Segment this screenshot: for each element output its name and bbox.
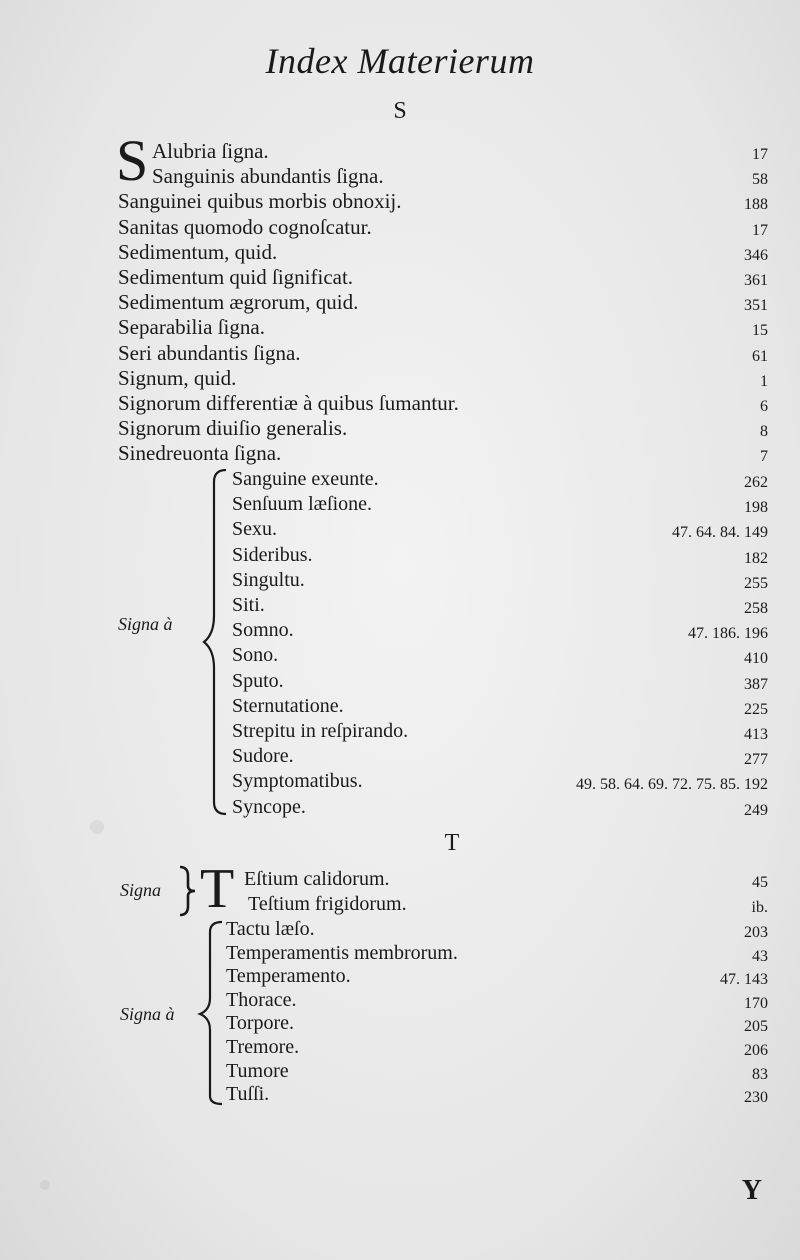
entry-page-number: 47. 64. 84. 149 xyxy=(672,524,768,542)
index-entry xyxy=(118,440,768,466)
index-entry xyxy=(118,188,768,214)
index-sub-entry xyxy=(226,1034,768,1060)
index-sub-entry xyxy=(232,693,768,719)
entry-page-number: 198 xyxy=(744,499,768,517)
entry-page-number: 83 xyxy=(752,1065,768,1083)
entry-term: Thorace. xyxy=(226,988,297,1011)
entry-page-number: 387 xyxy=(744,675,768,693)
entry-page-number: 15 xyxy=(752,322,768,340)
ink-spot xyxy=(40,1180,50,1190)
t-group-label: Signa à xyxy=(120,1004,175,1024)
index-sub-entry xyxy=(226,1058,768,1084)
entry-term: Sono. xyxy=(232,644,279,667)
index-sub-entry xyxy=(226,963,768,989)
index-entry xyxy=(118,239,768,265)
entry-term: Sexu. xyxy=(232,518,277,541)
entry-term: Tumore xyxy=(226,1059,289,1082)
entry-page-number: 6 xyxy=(760,398,768,415)
index-entry xyxy=(118,214,768,240)
catchword: Y xyxy=(741,1175,762,1206)
index-sub-entry xyxy=(232,668,768,694)
entry-term: Sideribus. xyxy=(232,543,313,566)
index-sub-entry xyxy=(232,516,768,542)
entry-page-number: 361 xyxy=(744,272,768,289)
entry-term: Signum, quid. xyxy=(118,365,237,390)
entry-term: Seri abundantis ſigna. xyxy=(118,340,301,365)
entry-term: Sanguine exeunte. xyxy=(232,468,379,490)
entry-term: Sanitas quomodo cognoſcatur. xyxy=(118,214,372,239)
index-sub-entry xyxy=(232,491,768,517)
index-sub-entry xyxy=(232,617,768,643)
entry-page-number: 47. 143 xyxy=(720,971,768,989)
brace-t-group xyxy=(196,918,226,1108)
entry-term: Somno. xyxy=(232,619,294,642)
section-letter-t: T xyxy=(444,830,460,856)
entry-term: Signorum differentiæ à quibus ſumantur. xyxy=(118,391,459,415)
entry-term: Torpore. xyxy=(226,1012,295,1035)
index-sub-entry xyxy=(226,1081,768,1107)
entry-term: Alubria ſigna. xyxy=(152,139,269,163)
entry-term: Tremore. xyxy=(226,1036,300,1058)
index-sub-entry xyxy=(232,542,768,568)
entry-page-number: 47. 186. 196 xyxy=(688,625,768,643)
entry-page-number: 346 xyxy=(744,246,768,264)
brace-s-group xyxy=(200,466,230,818)
entry-term: Sanguinis abundantis ſigna. xyxy=(152,164,384,189)
index-sub-entry xyxy=(226,987,768,1013)
index-entry xyxy=(118,163,768,189)
entry-term: Senſuum læſione. xyxy=(232,493,372,516)
entry-page-number: 188 xyxy=(744,196,768,214)
entry-term: Syncope. xyxy=(232,795,306,818)
entry-page-number: 1 xyxy=(760,372,768,390)
index-entry xyxy=(118,365,768,391)
index-sub-entry xyxy=(232,466,768,492)
entry-page-number: 7 xyxy=(760,448,768,466)
entry-page-number: 230 xyxy=(744,1089,768,1107)
index-sub-entry xyxy=(232,718,768,744)
index-entry xyxy=(118,138,768,164)
entry-term: Sudore. xyxy=(232,745,294,768)
entry-page-number: 170 xyxy=(744,994,768,1012)
entry-page-number: 17 xyxy=(752,221,768,239)
entry-page-number: 8 xyxy=(760,423,768,441)
entry-page-number: 206 xyxy=(744,1042,768,1059)
entry-page-number: 203 xyxy=(744,924,768,941)
entry-term: Tuſſi. xyxy=(226,1083,270,1106)
dropcap-t: T xyxy=(200,858,235,920)
entry-term: Sternutatione. xyxy=(232,694,344,717)
s-group-label: Signa à xyxy=(118,614,173,634)
index-sub-entry xyxy=(232,743,768,769)
index-entry xyxy=(118,264,768,290)
index-sub-entry xyxy=(232,768,768,794)
entry-page-number: 262 xyxy=(744,474,768,491)
entry-term: Sedimentum, quid. xyxy=(118,239,278,264)
entry-page-number: 61 xyxy=(752,347,768,365)
entry-term: Teſtium frigidorum. xyxy=(248,893,407,915)
entry-term: Sedimentum ægrorum, quid. xyxy=(118,290,359,315)
entry-term: Siti. xyxy=(232,594,265,616)
section-letter-s: S xyxy=(393,98,407,124)
entry-term: Sedimentum quid ſignificat. xyxy=(118,265,354,289)
entry-page-number: 58 xyxy=(752,171,768,189)
entry-term: Singultu. xyxy=(232,568,305,591)
index-sub-entry xyxy=(244,891,768,917)
index-sub-entry xyxy=(232,642,768,668)
entry-page-number: 413 xyxy=(744,726,768,743)
entry-page-number: 258 xyxy=(744,600,768,617)
index-sub-entry xyxy=(226,940,768,966)
index-entry xyxy=(118,415,768,441)
entry-term: Temperamento. xyxy=(226,965,351,988)
index-entry xyxy=(118,390,768,416)
index-sub-entry xyxy=(226,1010,768,1036)
entry-page-number: 351 xyxy=(744,297,768,315)
t-first-label: Signa xyxy=(120,880,162,900)
entry-page-number: 17 xyxy=(752,146,768,163)
entry-page-number: 49. 58. 64. 69. 72. 75. 85. 192 xyxy=(576,776,768,794)
entry-page-number: 182 xyxy=(744,549,768,567)
dropcap-s: S xyxy=(116,128,149,193)
entry-page-number: 255 xyxy=(744,574,768,592)
entry-page-number: 277 xyxy=(744,751,768,769)
index-entry xyxy=(118,340,768,366)
entry-term: Sinedreuonta ſigna. xyxy=(118,441,282,466)
entry-page-number: ib. xyxy=(751,899,768,916)
entry-page-number: 205 xyxy=(744,1018,768,1036)
entry-term: Separabilia ſigna. xyxy=(118,315,265,340)
page-title: Index Materierum xyxy=(265,41,535,81)
index-sub-entry xyxy=(226,916,768,942)
entry-term: Strepitu in reſpirando. xyxy=(232,720,409,742)
entry-page-number: 43 xyxy=(752,947,768,965)
entry-term: Eſtium calidorum. xyxy=(244,868,390,890)
entry-term: Sanguinei quibus morbis obnoxij. xyxy=(118,189,402,214)
entry-page-number: 410 xyxy=(744,650,768,668)
entry-term: Symptomatibus. xyxy=(232,770,363,793)
brace-t-first xyxy=(176,864,198,918)
index-entry xyxy=(118,314,768,340)
index-sub-entry xyxy=(232,567,768,593)
entry-term: Signorum diuiſio generalis. xyxy=(118,416,348,441)
index-sub-entry xyxy=(232,592,768,618)
entry-page-number: 225 xyxy=(744,700,768,718)
entry-page-number: 249 xyxy=(744,801,768,819)
entry-term: Sputo. xyxy=(232,669,284,692)
entry-page-number: 45 xyxy=(752,874,768,891)
entry-term: Temperamentis membrorum. xyxy=(226,941,458,964)
entry-term: Tactu læſo. xyxy=(226,918,315,940)
index-entry xyxy=(118,289,768,315)
index-sub-entry xyxy=(244,866,768,892)
index-sub-entry xyxy=(232,794,768,820)
